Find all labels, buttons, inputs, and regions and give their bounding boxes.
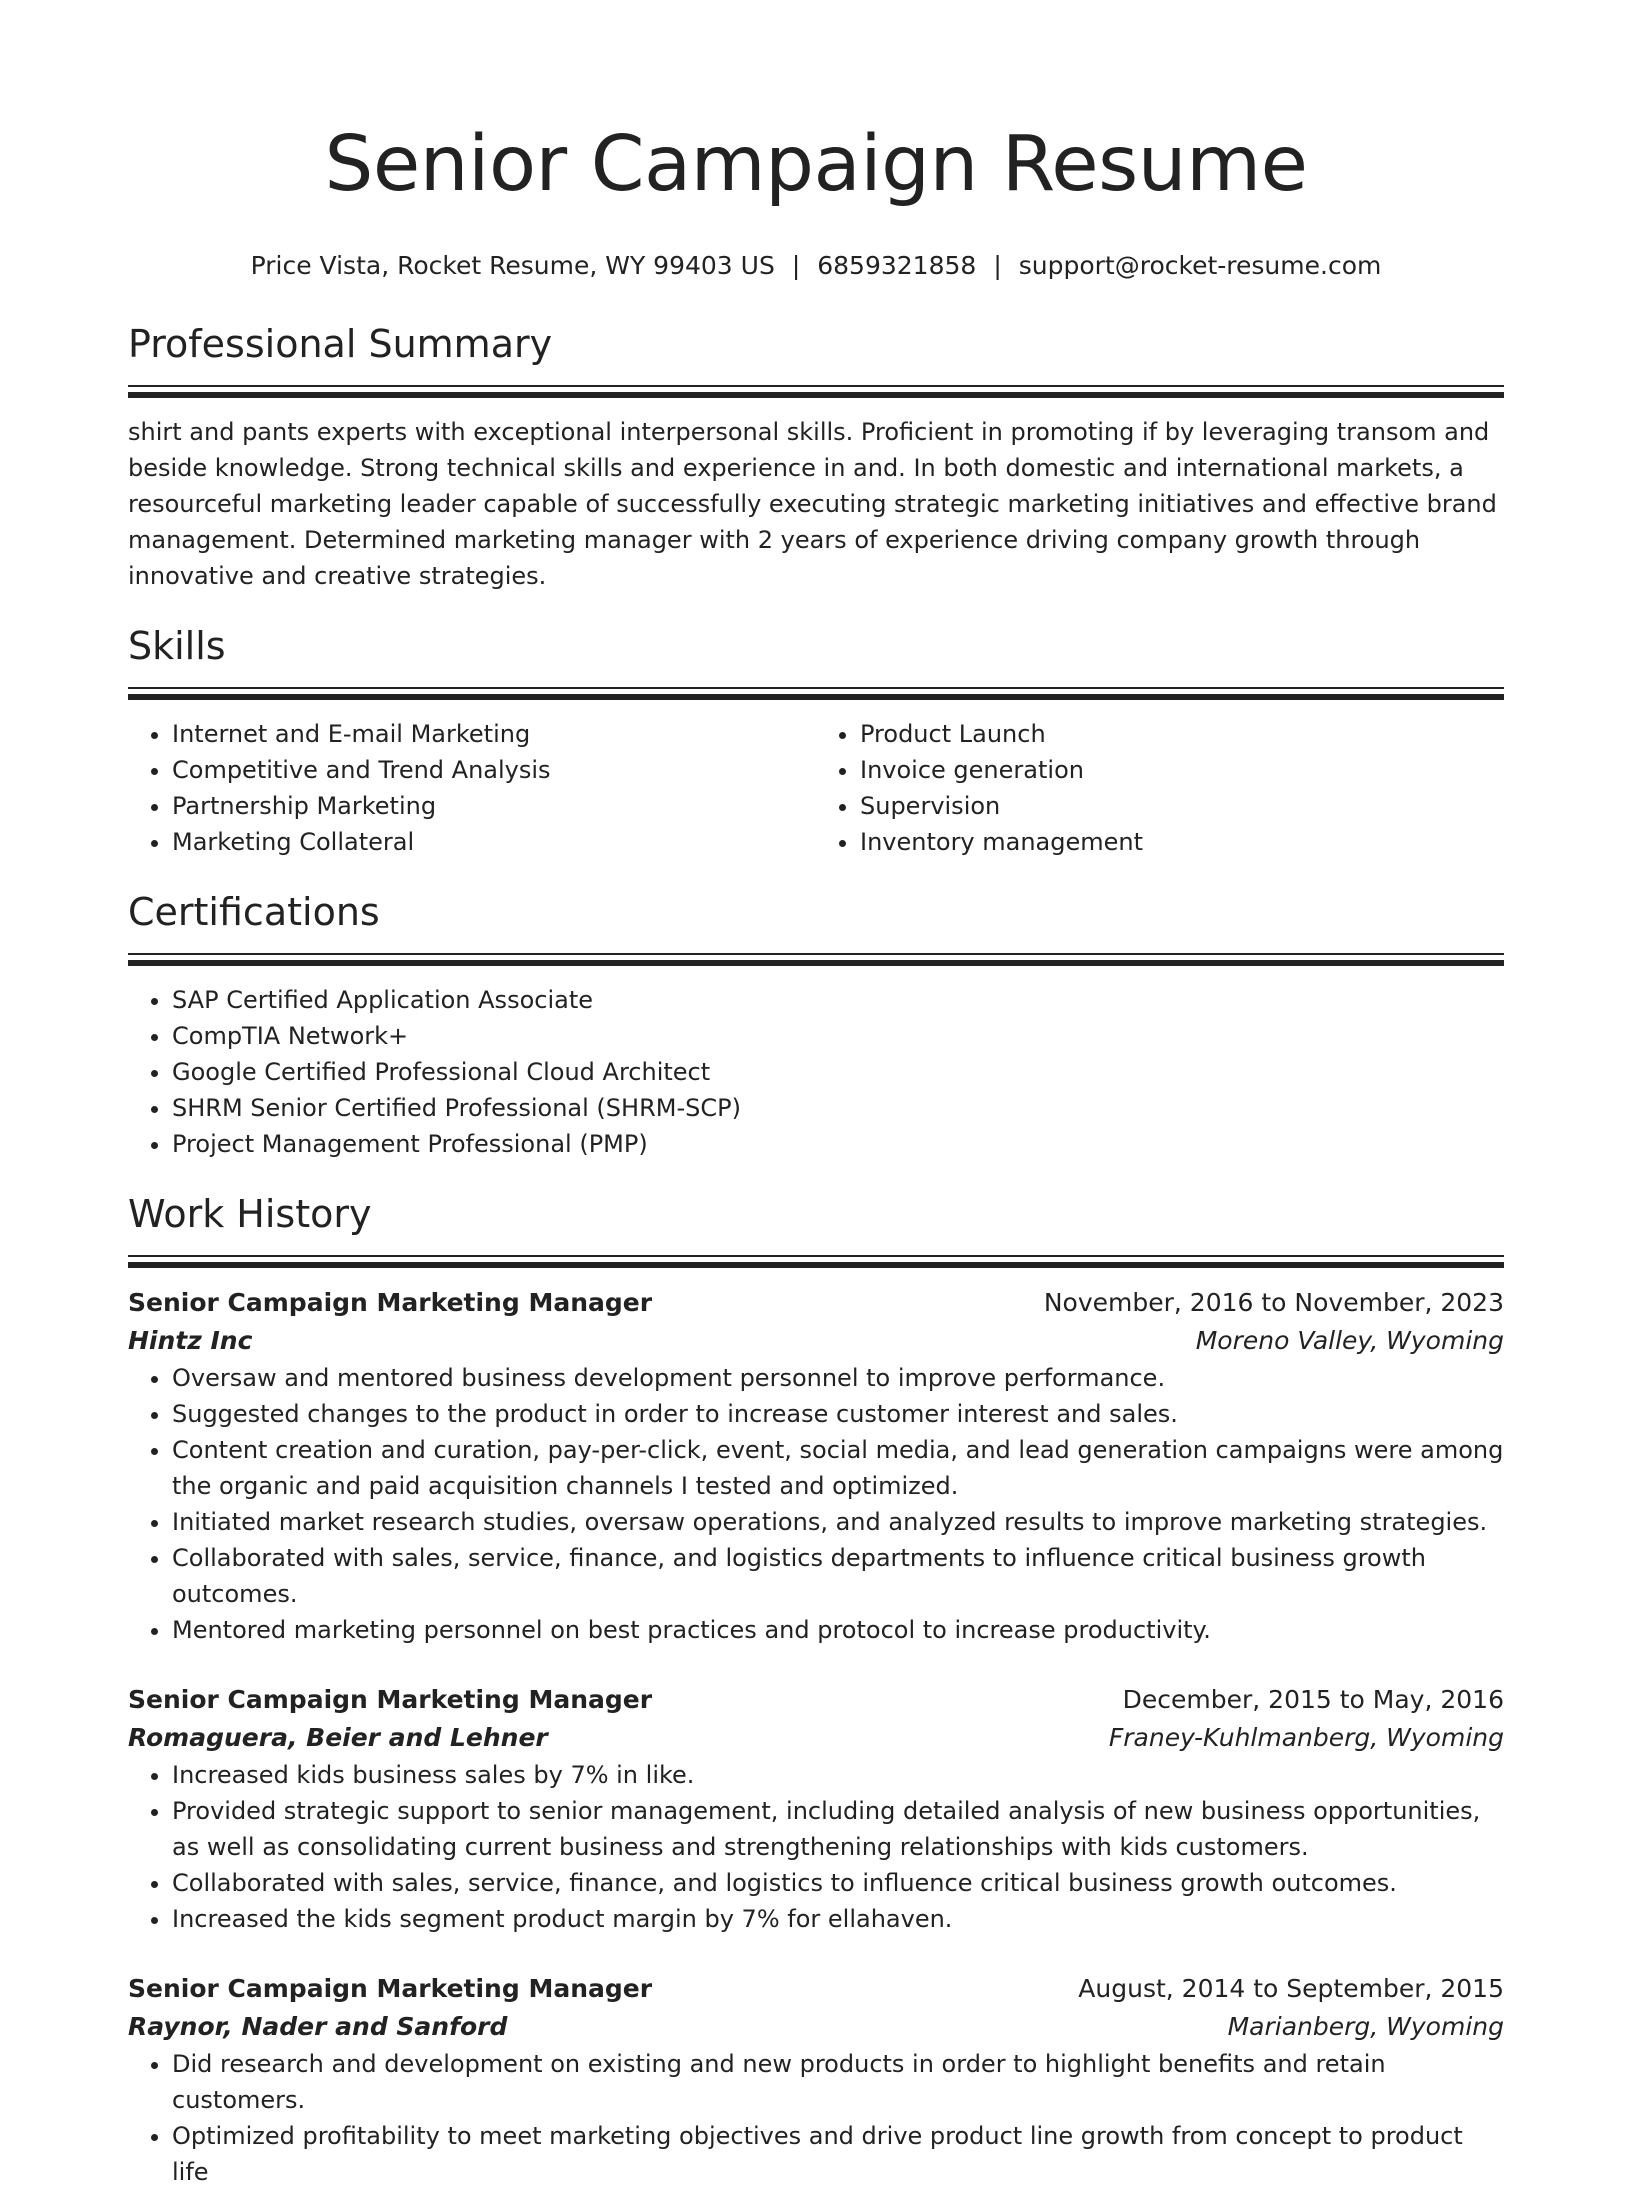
job-entry bbox=[128, 1284, 1504, 1648]
job-location: Moreno Valley, Wyoming bbox=[1195, 1326, 1504, 1355]
job-subheader bbox=[128, 2008, 1504, 2046]
job-bullet: • Optimized profitability to meet marketing objectives and drive product line growth from concept to product life bbox=[172, 2118, 1504, 2190]
job-dates: December, 2015 to May, 2016 bbox=[1122, 1685, 1504, 1714]
certification-item: • SAP Certified Application Associate bbox=[172, 982, 1504, 1018]
job-subheader bbox=[128, 1322, 1504, 1360]
skill-item: • Inventory management bbox=[860, 824, 1504, 860]
skill-item: • Partnership Marketing bbox=[172, 788, 816, 824]
skills-section bbox=[128, 622, 1504, 860]
job-bullet: • Initiated market research studies, oversaw operations, and analyzed results to improve marketing strategies. bbox=[172, 1504, 1504, 1540]
job-bullet: • Increased the kids segment product margin by 7% for ellahaven. bbox=[172, 1901, 1504, 1937]
job-bullet: • Collaborated with sales, service, finance, and logistics to influence critical business growth outcomes. bbox=[172, 1865, 1504, 1901]
contact-email: support@rocket-resume.com bbox=[1018, 251, 1382, 280]
skill-item: • Invoice generation bbox=[860, 752, 1504, 788]
job-title: Senior Campaign Marketing Manager bbox=[128, 1288, 653, 1317]
certifications-list bbox=[128, 982, 1504, 1162]
resume-name: Senior Campaign Resume bbox=[324, 120, 1308, 209]
job-header bbox=[128, 1284, 1504, 1322]
contact-line bbox=[128, 248, 1504, 284]
skills-heading: Skills bbox=[128, 624, 226, 668]
job-header bbox=[128, 1681, 1504, 1719]
section-divider bbox=[128, 953, 1504, 955]
job-bullets bbox=[128, 2046, 1504, 2190]
section-divider bbox=[128, 687, 1504, 689]
contact-separator: | bbox=[993, 251, 1002, 280]
skills-list-left bbox=[128, 716, 816, 860]
job-bullet: • Did research and development on existing and new products in order to highlight benefits and retain customers. bbox=[172, 2046, 1504, 2118]
section-divider bbox=[128, 1255, 1504, 1257]
job-bullets bbox=[128, 1360, 1504, 1648]
job-bullet: • Suggested changes to the product in order to increase customer interest and sales. bbox=[172, 1396, 1504, 1432]
job-dates: August, 2014 to September, 2015 bbox=[1078, 1974, 1504, 2003]
job-location: Franey-Kuhlmanberg, Wyoming bbox=[1108, 1723, 1504, 1752]
work-history-heading: Work History bbox=[128, 1192, 372, 1236]
job-dates: November, 2016 to November, 2023 bbox=[1043, 1288, 1504, 1317]
section-divider-thick bbox=[128, 1262, 1504, 1268]
skill-item: • Supervision bbox=[860, 788, 1504, 824]
skills-list-right bbox=[816, 716, 1504, 860]
contact-separator: | bbox=[791, 251, 801, 280]
job-bullets bbox=[128, 1757, 1504, 1937]
section-divider-thick bbox=[128, 694, 1504, 700]
job-bullet: • Collaborated with sales, service, finance, and logistics departments to influence critical business growth outcomes. bbox=[172, 1540, 1504, 1612]
summary-text: shirt and pants experts with exceptional interpersonal skills. Proficient in promoting if by leveraging transom and beside knowledge. Strong technical skills and experience in and. In both domestic and international markets, a resourceful marketing leader capable of successfully executing strategic marketing initiatives and effective brand management. Determined marketing manager with 2 years of experience driving company growth through innovative and creative strategies. bbox=[128, 418, 1497, 590]
skill-item: • Internet and E-mail Marketing bbox=[172, 716, 816, 752]
section-divider-thick bbox=[128, 960, 1504, 966]
job-title: Senior Campaign Marketing Manager bbox=[128, 1974, 653, 2003]
job-entry bbox=[128, 1681, 1504, 1937]
job-bullet: • Provided strategic support to senior management, including detailed analysis of new business opportunities, as well as consolidating current business and strengthening relationships with kids customers. bbox=[172, 1793, 1504, 1865]
job-bullet: • Content creation and curation, pay-per-click, event, social media, and lead generation campaigns were among the organic and paid acquisition channels I tested and optimized. bbox=[172, 1432, 1504, 1504]
section-divider-thick bbox=[128, 392, 1504, 398]
skills-grid bbox=[128, 716, 1504, 860]
certifications-section bbox=[128, 888, 1504, 1162]
job-header bbox=[128, 1970, 1504, 2008]
contact-phone: 6859321858 bbox=[817, 251, 977, 280]
certification-item: • CompTIA Network+ bbox=[172, 1018, 1504, 1054]
job-company: Romaguera, Beier and Lehner bbox=[128, 1723, 548, 1752]
skill-item: • Product Launch bbox=[860, 716, 1504, 752]
work-history-section bbox=[128, 1190, 1504, 2190]
section-divider bbox=[128, 385, 1504, 387]
job-bullet: • Oversaw and mentored business development personnel to improve performance. bbox=[172, 1360, 1504, 1396]
job-location: Marianberg, Wyoming bbox=[1227, 2012, 1504, 2041]
summary-section bbox=[128, 320, 1504, 594]
skill-item: • Marketing Collateral bbox=[172, 824, 816, 860]
job-company: Raynor, Nader and Sanford bbox=[128, 2012, 508, 2041]
summary-heading: Professional Summary bbox=[128, 322, 553, 366]
job-company: Hintz Inc bbox=[128, 1326, 253, 1355]
skill-item: • Competitive and Trend Analysis bbox=[172, 752, 816, 788]
job-bullet: • Mentored marketing personnel on best practices and protocol to increase productivity. bbox=[172, 1612, 1504, 1648]
certification-item: • Google Certified Professional Cloud Architect bbox=[172, 1054, 1504, 1090]
job-bullet: • Increased kids business sales by 7% in like. bbox=[172, 1757, 1504, 1793]
contact-address: Price Vista, Rocket Resume, WY 99403 US bbox=[250, 251, 775, 280]
certifications-heading: Certifications bbox=[128, 890, 380, 934]
job-title: Senior Campaign Marketing Manager bbox=[128, 1685, 653, 1714]
job-entry bbox=[128, 1970, 1504, 2190]
certification-item: • SHRM Senior Certified Professional (SHRM-SCP) bbox=[172, 1090, 1504, 1126]
job-subheader bbox=[128, 1719, 1504, 1757]
certification-item: • Project Management Professional (PMP) bbox=[172, 1126, 1504, 1162]
